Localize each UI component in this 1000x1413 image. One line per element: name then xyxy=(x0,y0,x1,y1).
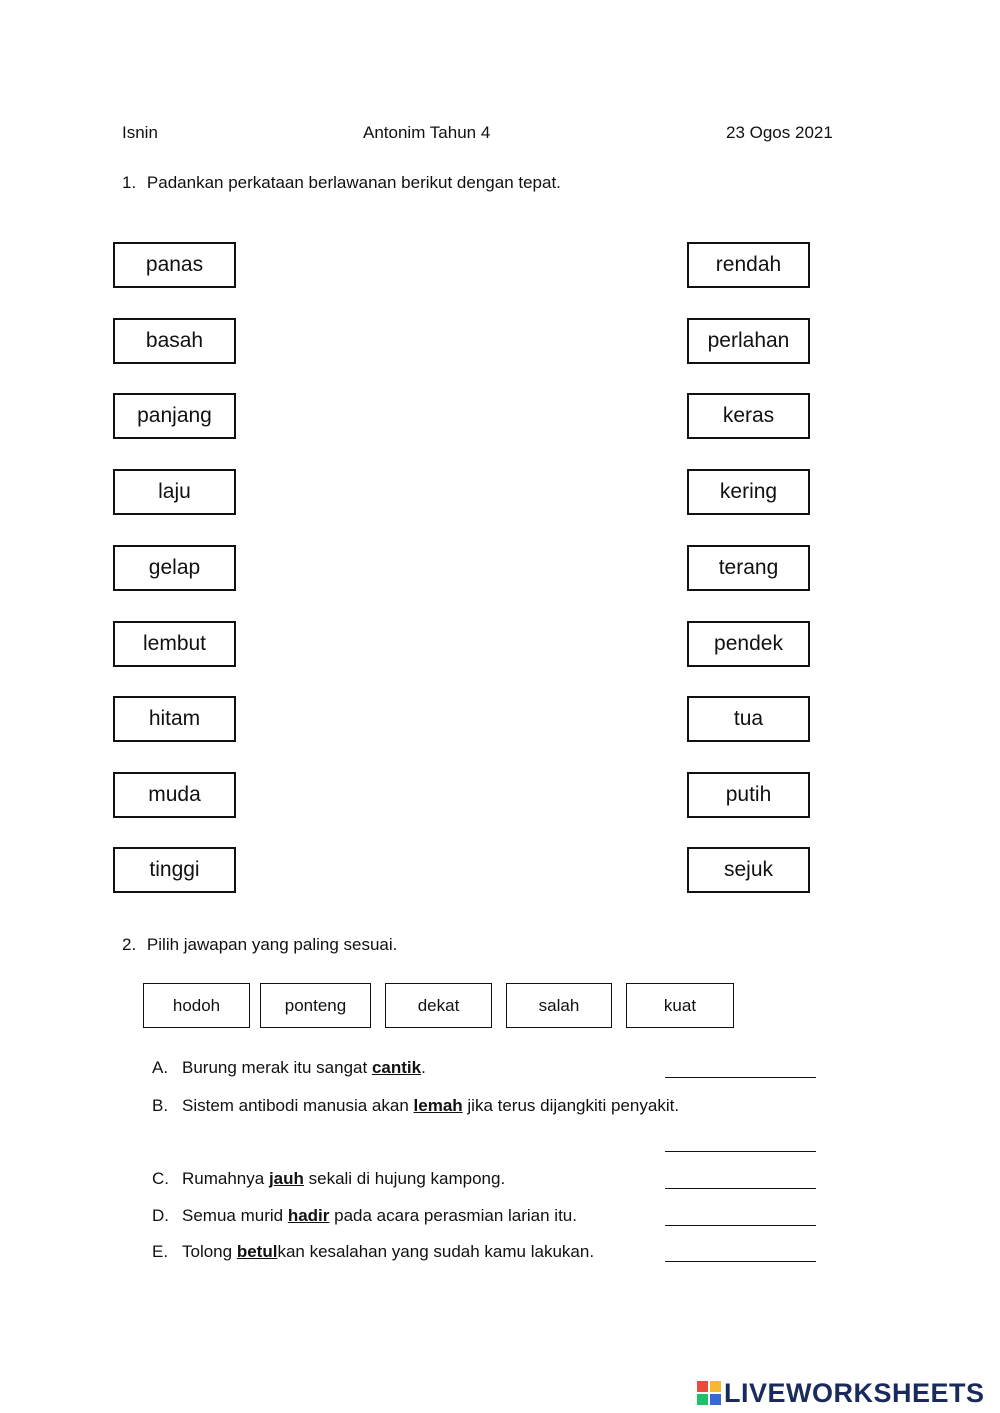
left-word-box[interactable]: basah xyxy=(113,318,236,364)
header-date: 23 Ogos 2021 xyxy=(726,123,833,142)
q1-title xyxy=(122,173,561,193)
right-word-box[interactable]: pendek xyxy=(687,621,810,667)
answer-blank-d[interactable] xyxy=(665,1225,816,1226)
right-word-box[interactable]: tua xyxy=(687,696,810,742)
liveworksheets-logo xyxy=(697,1377,985,1409)
sentence-a xyxy=(152,1058,426,1078)
right-word-box[interactable]: sejuk xyxy=(687,847,810,893)
logo-square xyxy=(697,1394,708,1405)
right-word-box[interactable]: keras xyxy=(687,393,810,439)
left-word-box[interactable]: tinggi xyxy=(113,847,236,893)
sentence-text-before: Tolong xyxy=(182,1242,237,1261)
option-box[interactable]: dekat xyxy=(385,983,492,1028)
right-word-box[interactable]: kering xyxy=(687,469,810,515)
sentence-text-before: Semua murid xyxy=(182,1206,288,1225)
sentence-keyword: lemah xyxy=(413,1096,463,1115)
option-box[interactable]: ponteng xyxy=(260,983,371,1028)
sentence-text-after: sekali di hujung kampong. xyxy=(303,1169,506,1188)
logo-icon xyxy=(697,1381,721,1405)
sentence-keyword: jauh xyxy=(268,1169,304,1188)
left-word-box[interactable]: muda xyxy=(113,772,236,818)
option-box[interactable]: salah xyxy=(506,983,612,1028)
header-title: Antonim Tahun 4 xyxy=(363,123,491,142)
left-word-box[interactable]: panjang xyxy=(113,393,236,439)
q2-instruction: Pilih jawapan yang paling sesuai. xyxy=(146,935,398,954)
left-word-box[interactable]: gelap xyxy=(113,545,236,591)
q2-number: 2. xyxy=(122,935,137,954)
left-word-box[interactable]: laju xyxy=(113,469,236,515)
logo-square xyxy=(697,1381,708,1392)
sentence-text-before: Burung merak itu sangat xyxy=(182,1058,372,1077)
sentence-b xyxy=(152,1096,679,1116)
right-word-box[interactable]: perlahan xyxy=(687,318,810,364)
logo-text: LIVEWORKSHEETS xyxy=(724,1377,985,1408)
sentence-text-after: kan kesalahan yang sudah kamu lakukan. xyxy=(277,1242,595,1261)
left-word-box[interactable]: hitam xyxy=(113,696,236,742)
sentence-e xyxy=(152,1242,594,1262)
left-word-box[interactable]: lembut xyxy=(113,621,236,667)
sentence-text-after: . xyxy=(421,1058,426,1077)
q2-title xyxy=(122,935,397,955)
option-box[interactable]: kuat xyxy=(626,983,734,1028)
sentence-letter: C. xyxy=(152,1169,169,1188)
logo-square xyxy=(710,1394,721,1405)
header-day: Isnin xyxy=(122,123,158,142)
sentence-d xyxy=(152,1206,577,1226)
left-word-box[interactable]: panas xyxy=(113,242,236,288)
option-box[interactable]: hodoh xyxy=(143,983,250,1028)
sentence-letter: A. xyxy=(152,1058,169,1077)
sentence-c xyxy=(152,1169,505,1189)
right-word-box[interactable]: putih xyxy=(687,772,810,818)
sentence-keyword: cantik xyxy=(371,1058,422,1077)
answer-blank-c[interactable] xyxy=(665,1188,816,1189)
right-word-box[interactable]: rendah xyxy=(687,242,810,288)
answer-blank-b[interactable] xyxy=(665,1151,816,1152)
sentence-text-before: Rumahnya xyxy=(182,1169,269,1188)
logo-square xyxy=(710,1381,721,1392)
sentence-text-before: Sistem antibodi manusia akan xyxy=(182,1096,414,1115)
q1-instruction: Padankan perkataan berlawanan berikut dengan tepat. xyxy=(146,173,561,192)
sentence-keyword: hadir xyxy=(287,1206,330,1225)
sentence-letter: E. xyxy=(152,1242,169,1261)
sentence-keyword: betul xyxy=(236,1242,278,1261)
sentence-letter: B. xyxy=(152,1096,169,1115)
sentence-text-after: jika terus dijangkiti penyakit. xyxy=(462,1096,680,1115)
answer-blank-e[interactable] xyxy=(665,1261,816,1262)
answer-blank-a[interactable] xyxy=(665,1077,816,1078)
sentence-letter: D. xyxy=(152,1206,169,1225)
sentence-text-after: pada acara perasmian larian itu. xyxy=(329,1206,577,1225)
right-word-box[interactable]: terang xyxy=(687,545,810,591)
q1-number: 1. xyxy=(122,173,137,192)
